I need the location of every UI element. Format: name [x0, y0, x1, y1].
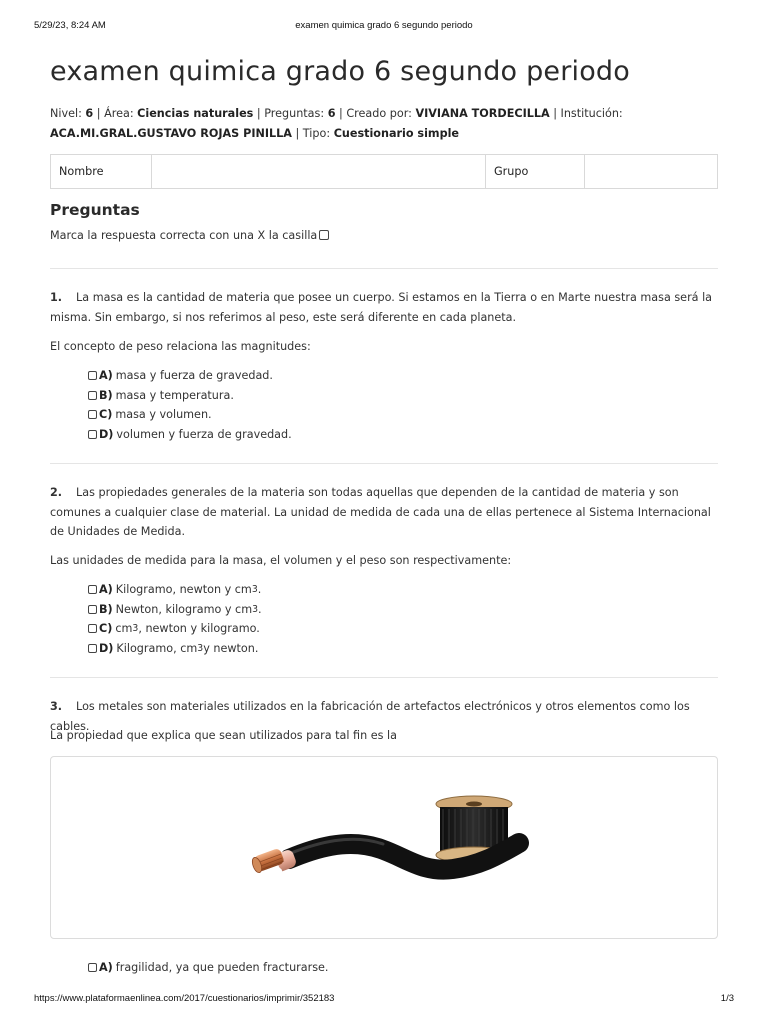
- checkbox-icon[interactable]: [88, 605, 97, 614]
- meta-area: Ciencias naturales: [137, 107, 254, 120]
- question-3-number: 3.: [50, 700, 63, 713]
- meta-tipo-label: | Tipo:: [291, 127, 334, 140]
- student-info-table: [50, 154, 718, 189]
- meta-area-label: | Área:: [93, 107, 138, 120]
- question-3-options: [88, 958, 329, 978]
- checkbox-icon[interactable]: [88, 644, 97, 653]
- option-text: volumen y fuerza de gravedad.: [116, 427, 292, 441]
- option-1b[interactable]: [88, 386, 292, 406]
- meta-nivel: 6: [85, 107, 94, 120]
- nombre-field[interactable]: [152, 155, 486, 188]
- checkbox-icon[interactable]: [88, 391, 97, 400]
- question-1-options: [88, 366, 292, 444]
- checkbox-icon[interactable]: [88, 624, 97, 633]
- option-text: Kilogramo, cm: [116, 641, 198, 655]
- option-text: fragilidad, ya que pueden fracturarse.: [115, 961, 329, 974]
- question-2-text: [50, 483, 720, 542]
- cable-spool-image: [51, 757, 717, 938]
- option-text: Kilogramo, newton y cm: [115, 583, 252, 596]
- question-1-number: 1.: [50, 291, 63, 304]
- option-letter: A): [99, 961, 113, 974]
- option-text: masa y fuerza de gravedad.: [115, 369, 273, 382]
- question-1-prompt: El concepto de peso relaciona las magnitudes:: [50, 340, 311, 353]
- print-page-number: 1/3: [720, 993, 734, 1004]
- option-text-end: .: [257, 583, 262, 596]
- checkbox-icon[interactable]: [88, 430, 97, 439]
- option-text: cm: [115, 622, 133, 635]
- meta-institucion-label: | Institución:: [549, 107, 623, 120]
- option-text: Newton, kilogramo y cm: [115, 602, 253, 616]
- checkbox-icon[interactable]: [88, 410, 97, 419]
- checkbox-icon: [319, 230, 329, 240]
- option-2a[interactable]: [88, 580, 262, 600]
- option-3a[interactable]: [88, 958, 329, 978]
- option-subscript: 3: [252, 603, 259, 615]
- option-1d[interactable]: [88, 425, 292, 445]
- option-letter: A): [99, 369, 113, 382]
- option-letter: C): [99, 408, 113, 421]
- instructions-text: Marca la respuesta correcta con una X la casilla: [50, 229, 318, 242]
- option-letter: C): [99, 622, 113, 635]
- option-text-end: , newton y kilogramo.: [138, 622, 260, 635]
- option-letter: A): [99, 583, 113, 596]
- divider: [50, 463, 718, 464]
- option-text: masa y temperatura.: [115, 388, 234, 402]
- meta-tipo: Cuestionario simple: [333, 127, 460, 140]
- question-2-body: Las propiedades generales de la materia son todas aquellas que dependen de la cantidad de materia y son comunes a cualquier clase de material. La unidad de medida de cada una de ellas pertenece al Sistema Internacional de Unidades de Medida.: [50, 486, 711, 538]
- option-letter: B): [99, 388, 113, 402]
- print-page-title: examen quimica grado 6 segundo periodo: [295, 20, 473, 31]
- option-letter: D): [99, 427, 114, 441]
- option-subscript: 3: [132, 623, 139, 634]
- print-datetime: 5/29/23, 8:24 AM: [34, 20, 106, 31]
- option-text: masa y volumen.: [115, 408, 212, 421]
- question-3-body: Los metales son materiales utilizados en la fabricación de artefactos electrónicos y otros elementos como los cables.: [50, 700, 690, 733]
- option-subscript: 3: [197, 642, 204, 654]
- divider: [50, 268, 718, 269]
- question-3-prompt: La propiedad que explica que sean utilizados para tal fin es la: [50, 729, 397, 742]
- question-2-options: [88, 580, 262, 658]
- option-letter: D): [99, 641, 114, 655]
- question-1-body: La masa es la cantidad de materia que posee un cuerpo. Si estamos en la Tierra o en Marte nuestra masa será la misma. Sin embargo, si nos referimos al peso, este será diferente en cada planeta.: [50, 291, 713, 324]
- meta-creado-label: | Creado por:: [335, 107, 416, 120]
- grupo-field[interactable]: [585, 155, 717, 188]
- grupo-label: Grupo: [486, 155, 585, 188]
- instructions: [50, 229, 329, 242]
- option-1a[interactable]: [88, 366, 292, 386]
- question-2-number: 2.: [50, 486, 63, 499]
- nombre-label: Nombre: [51, 155, 152, 188]
- option-2d[interactable]: [88, 639, 262, 659]
- meta-preguntas-label: | Preguntas:: [253, 107, 328, 120]
- checkbox-icon[interactable]: [88, 585, 97, 594]
- meta-preguntas: 6: [327, 107, 336, 120]
- option-2b[interactable]: [88, 600, 262, 620]
- divider: [50, 677, 718, 678]
- checkbox-icon[interactable]: [88, 963, 97, 972]
- meta-nivel-label: Nivel:: [50, 107, 86, 120]
- option-2c[interactable]: [88, 619, 262, 639]
- question-3-image-frame: [50, 756, 718, 939]
- option-letter: B): [99, 602, 113, 616]
- option-subscript: 3: [251, 584, 258, 595]
- question-1-text: [50, 288, 720, 327]
- option-1c[interactable]: [88, 405, 292, 425]
- print-footer: [34, 993, 734, 1005]
- page-title: examen quimica grado 6 segundo periodo: [50, 56, 630, 87]
- option-text-end: y newton.: [203, 641, 259, 655]
- option-text-end: .: [258, 602, 262, 616]
- meta-creado: VIVIANA TORDECILLA: [415, 107, 550, 120]
- meta-institucion: ACA.MI.GRAL.GUSTAVO ROJAS PINILLA: [50, 127, 292, 140]
- checkbox-icon[interactable]: [88, 371, 97, 380]
- question-2-prompt: Las unidades de medida para la masa, el volumen y el peso son respectivamente:: [50, 554, 512, 567]
- exam-meta: [50, 104, 720, 144]
- section-title: Preguntas: [50, 201, 140, 219]
- print-header: [34, 20, 734, 32]
- print-url: https://www.plataformaenlinea.com/2017/cuestionarios/imprimir/352183: [34, 993, 335, 1004]
